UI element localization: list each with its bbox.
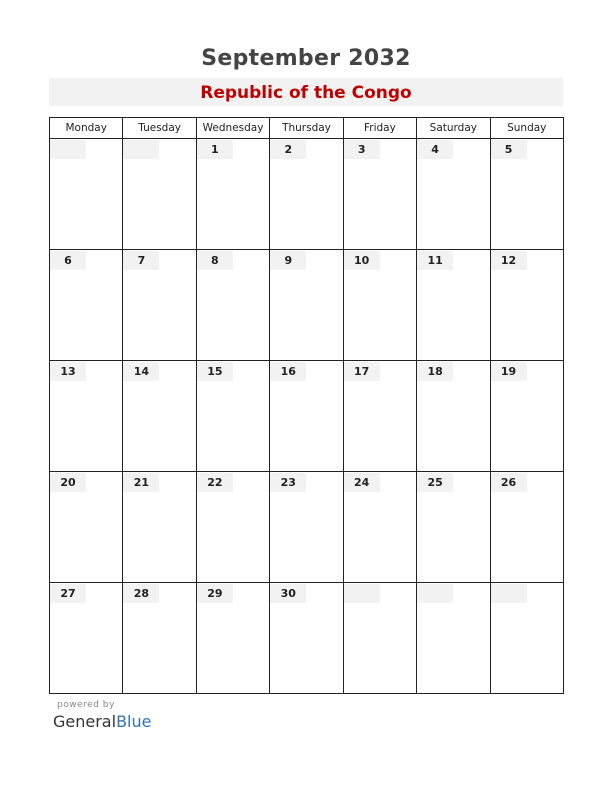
day-number: 26	[491, 473, 527, 492]
day-cell	[196, 250, 269, 361]
week-row	[50, 250, 564, 361]
day-cell	[270, 139, 343, 250]
day-number: 23	[270, 473, 306, 492]
brand-logo[interactable]	[53, 712, 151, 731]
weekday-friday: Friday	[343, 118, 416, 139]
day-cell	[343, 361, 416, 472]
week-row	[50, 139, 564, 250]
country-name: Republic of the Congo	[200, 83, 412, 103]
day-number: 5	[491, 140, 527, 159]
day-number: 8	[197, 251, 233, 270]
day-number: 6	[50, 251, 86, 270]
brand-part-general: General	[53, 712, 117, 731]
day-number: 25	[417, 473, 453, 492]
week-row	[50, 583, 564, 694]
weekday-thursday: Thursday	[270, 118, 343, 139]
day-number: 16	[270, 362, 306, 381]
day-cell	[123, 250, 196, 361]
weekday-sunday: Sunday	[490, 118, 563, 139]
day-cell	[50, 250, 123, 361]
calendar-grid	[49, 117, 564, 694]
day-number: 14	[123, 362, 159, 381]
day-cell	[196, 139, 269, 250]
weekday-monday: Monday	[50, 118, 123, 139]
day-number: 27	[50, 584, 86, 603]
day-cell	[343, 472, 416, 583]
weekday-header-row	[50, 118, 564, 139]
day-cell	[417, 472, 490, 583]
day-number: 4	[417, 140, 453, 159]
day-number: 13	[50, 362, 86, 381]
day-number: 11	[417, 251, 453, 270]
country-banner	[49, 78, 563, 106]
day-cell	[270, 361, 343, 472]
day-cell	[490, 139, 563, 250]
day-cell	[417, 361, 490, 472]
day-number: 18	[417, 362, 453, 381]
powered-by-label: powered by	[57, 700, 115, 710]
day-cell	[490, 361, 563, 472]
day-number	[50, 140, 86, 159]
day-cell	[343, 583, 416, 694]
day-number: 10	[344, 251, 380, 270]
day-cell	[417, 139, 490, 250]
day-cell	[123, 139, 196, 250]
day-number: 15	[197, 362, 233, 381]
day-cell	[343, 250, 416, 361]
day-number	[417, 584, 453, 603]
day-cell	[123, 583, 196, 694]
day-number: 9	[270, 251, 306, 270]
day-number: 2	[270, 140, 306, 159]
day-number: 30	[270, 584, 306, 603]
weekday-tuesday: Tuesday	[123, 118, 196, 139]
day-number: 3	[344, 140, 380, 159]
page-title: September 2032	[201, 46, 411, 71]
day-cell	[50, 472, 123, 583]
weekday-saturday: Saturday	[417, 118, 490, 139]
day-cell	[196, 361, 269, 472]
day-number: 19	[491, 362, 527, 381]
day-number: 20	[50, 473, 86, 492]
day-number: 12	[491, 251, 527, 270]
day-cell	[270, 472, 343, 583]
day-number: 17	[344, 362, 380, 381]
day-cell	[123, 361, 196, 472]
day-number	[123, 140, 159, 159]
day-number	[344, 584, 380, 603]
weekday-wednesday: Wednesday	[196, 118, 269, 139]
day-cell	[490, 472, 563, 583]
day-cell	[50, 583, 123, 694]
day-cell	[490, 583, 563, 694]
day-cell	[270, 250, 343, 361]
day-cell	[50, 361, 123, 472]
day-cell	[196, 472, 269, 583]
day-number: 28	[123, 584, 159, 603]
day-cell	[270, 583, 343, 694]
day-cell	[343, 139, 416, 250]
day-number: 24	[344, 473, 380, 492]
brand-part-blue: Blue	[116, 712, 152, 731]
day-number: 22	[197, 473, 233, 492]
day-cell	[196, 583, 269, 694]
day-cell	[417, 583, 490, 694]
week-row	[50, 472, 564, 583]
day-cell	[417, 250, 490, 361]
day-cell	[50, 139, 123, 250]
day-number	[491, 584, 527, 603]
day-cell	[490, 250, 563, 361]
day-number: 1	[197, 140, 233, 159]
day-number: 7	[123, 251, 159, 270]
week-row	[50, 361, 564, 472]
day-number: 29	[197, 584, 233, 603]
day-cell	[123, 472, 196, 583]
day-number: 21	[123, 473, 159, 492]
